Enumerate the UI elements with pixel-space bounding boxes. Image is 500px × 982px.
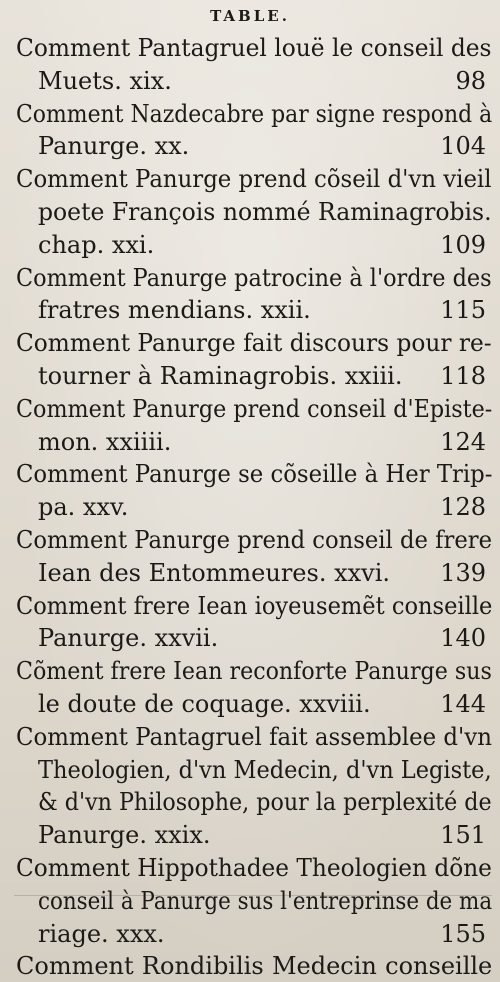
- toc-entry-text: fratres mendians. xxii.: [38, 296, 311, 325]
- toc-entry-text: Comment Panurge prend conseil d'Episte-: [16, 394, 492, 423]
- page-number: 144: [440, 690, 486, 718]
- toc-entry-text: Theologien, d'vn Medecin, d'vn Legiste,: [38, 755, 492, 784]
- toc-entry-text: & d'vn Philosophe, pour la perplexité de: [38, 788, 492, 817]
- toc-entry-continuation: [38, 294, 492, 326]
- toc-entry-text: Comment Hippothadee Theologien dõne: [16, 854, 492, 882]
- bottom-rule: [14, 895, 492, 896]
- toc-entry-continuation: [38, 65, 492, 97]
- toc-entry-text: chap. xxi.: [38, 230, 155, 259]
- toc-entry-continuation: [38, 229, 492, 261]
- toc-entry-line: [16, 32, 492, 64]
- toc-entry-continuation: [38, 360, 492, 392]
- toc-entry-continuation: [38, 754, 492, 786]
- page-number: 124: [440, 427, 486, 456]
- toc-entry-line: [16, 98, 492, 130]
- toc-entry-line: [16, 458, 492, 490]
- toc-entry-text: Comment Panurge prend cõseil d'vn vieil: [16, 165, 492, 194]
- toc-entry-text: Comment Nazdecabre par signe respond à: [16, 99, 492, 128]
- page-number: 139: [440, 558, 486, 587]
- toc-entry-continuation: [38, 426, 492, 458]
- toc-entry-text: Panurge. xxvii.: [38, 624, 219, 653]
- toc-entry-continuation: [38, 688, 492, 720]
- toc-entry-text: Comment Panurge fait discours pour re-: [16, 329, 492, 358]
- toc-entry-text: Panurge. xxix.: [38, 821, 211, 850]
- page-number: 118: [440, 362, 486, 390]
- toc-entry-text: Comment Panurge patrocine à l'ordre des: [16, 263, 492, 292]
- toc-entry-continuation: [38, 622, 492, 654]
- toc-entry-text: Comment Rondibilis Medecin conseille: [16, 952, 492, 981]
- page-number: 140: [440, 624, 486, 653]
- toc-entry-continuation: [38, 918, 492, 950]
- toc-entry-continuation: [38, 130, 492, 162]
- toc-entry-continuation: [38, 196, 492, 228]
- toc-entry-text: le doute de coquage. xxviii.: [38, 690, 371, 718]
- toc-entry-continuation: [38, 819, 492, 851]
- toc-entry-continuation: [38, 557, 492, 589]
- toc-entry-text: mon. xxiiii.: [38, 427, 172, 456]
- toc-entry-line: [16, 327, 492, 359]
- toc-entry-line: [16, 590, 492, 622]
- toc-entry-line: [16, 721, 492, 753]
- toc-entry-text: Muets. xix.: [38, 66, 172, 95]
- page-number: 151: [440, 821, 486, 850]
- toc-entry-text: Comment Panurge prend conseil de frere: [16, 526, 492, 554]
- toc-entry-text: Comment Pantagruel fait assemblee d'vn: [16, 722, 492, 751]
- toc-entry-text: poete François nommé Raminagrobis.: [38, 198, 492, 226]
- toc-entry-line: [16, 950, 492, 982]
- toc-entry-continuation: [38, 786, 492, 818]
- toc-entry-text: Iean des Entommeures. xxvi.: [38, 558, 391, 587]
- toc-entry-line: [16, 393, 492, 425]
- page-number: 98: [455, 66, 486, 95]
- page-number: 115: [440, 296, 486, 325]
- page-number: 104: [440, 132, 486, 161]
- toc-entry-text: tourner à Raminagrobis. xxiii.: [38, 362, 403, 390]
- toc-entry-line: [16, 262, 492, 294]
- toc-entry-continuation: [38, 885, 492, 917]
- page-number: 155: [440, 919, 486, 948]
- toc-entry-line: [16, 852, 492, 884]
- toc-entry-text: Comment Pantagruel louë le conseil des: [16, 34, 492, 62]
- page-header: TABLE.: [210, 7, 290, 25]
- page-number: 109: [440, 230, 486, 259]
- toc-entry-continuation: [38, 491, 492, 523]
- toc-entry-text: riage. xxx.: [38, 919, 165, 948]
- toc-entry-text: conseil à Panurge sus l'entreprinse de ma: [38, 886, 492, 915]
- toc-entry-text: Panurge. xx.: [38, 132, 190, 161]
- toc-entry-line: [16, 163, 492, 195]
- toc-entry-text: Comment Panurge se cõseille à Her Trip-: [16, 460, 492, 489]
- toc-entry-line: [16, 655, 492, 687]
- toc-entry-text: pa. xxv.: [38, 493, 129, 522]
- toc-entry-line: [16, 524, 492, 556]
- toc-entry-text: Comment frere Iean ioyeusemẽt conseille: [16, 591, 492, 620]
- page-number: 128: [440, 493, 486, 522]
- toc-entry-text: Cõment frere Iean reconforte Panurge sus: [16, 657, 492, 686]
